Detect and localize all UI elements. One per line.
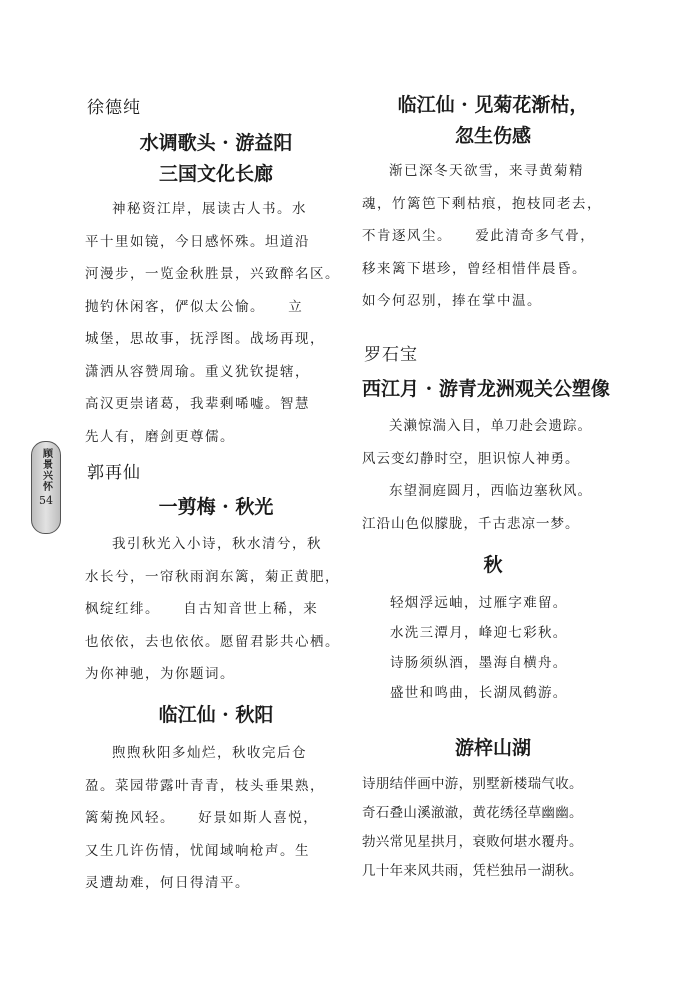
poem-line: 抛钓休闲客，俨似太公愉。 立 xyxy=(85,298,304,315)
page-number: 54 xyxy=(39,494,53,507)
poem-line: 篱菊挽风轻。 好景如斯人喜悦， xyxy=(85,810,319,826)
poem-body xyxy=(85,193,347,453)
side-tab xyxy=(31,441,61,534)
poem-line: 又生几许伤情，忧闻域响枪声。生 xyxy=(85,842,310,859)
poem-title: 游梓山湖 xyxy=(454,737,531,759)
poem-line: 江沿山色似朦胧，千古悲凉一梦。 xyxy=(362,515,580,532)
poem-line: 水长兮，一帘秋雨润东篱，菊正黄肥， xyxy=(85,568,340,585)
poem-line: 勃兴常见星拱月，衰败何堪水覆舟。 xyxy=(362,834,583,850)
poem-line: 也依依，去也依依。愿留君影共心栖。 xyxy=(85,633,340,650)
poem-title-line: 三国文化长廊 xyxy=(158,163,273,185)
poem-line: 移来篱下堪珍，曾经相惜伴晨昏。 xyxy=(362,260,587,277)
poem-title-line: 忽生伤感 xyxy=(454,125,531,147)
poem-line: 水洗三潭月，峰迎七彩秋。 xyxy=(390,625,568,641)
poem-title: 临江仙 · 秋阳 xyxy=(158,704,274,726)
poem-line: 盛世和鸣曲，长湖凤鹤游。 xyxy=(390,685,568,701)
poem-body xyxy=(362,770,624,886)
poem-body xyxy=(362,410,624,540)
poem-title: 一剪梅 · 秋光 xyxy=(158,496,274,518)
poem-line: 潇洒从容赞周瑜。重义犹钦提辖， xyxy=(85,363,310,380)
poem-line: 奇石叠山溪澈澈，黄花绣径草幽幽。 xyxy=(362,805,583,821)
poem-line: 东望洞庭圆月，西临边塞秋风。 xyxy=(389,483,592,499)
poem-line: 我引秋光入小诗，秋水清兮，秋 xyxy=(112,536,322,552)
poem-line: 河漫步，一览金秋胜景，兴致醉名区。 xyxy=(85,266,340,282)
poem-line: 不肯逐风尘。 爱此清奇多气骨， xyxy=(362,228,596,244)
poem-line: 枫绽红绯。 自古知音世上稀，来 xyxy=(85,601,319,617)
poem-title xyxy=(362,90,624,152)
poem-line: 轻烟浮远岫，过雁字难留。 xyxy=(390,595,568,611)
author-name: 郭再仙 xyxy=(87,463,141,483)
author-name: 罗石宝 xyxy=(364,345,418,365)
poem-line: 几十年来风共雨，凭栏独吊一湖秋。 xyxy=(362,863,583,879)
poem-title: 西江月 · 游青龙洲观关公塑像 xyxy=(362,378,610,400)
poem-body xyxy=(85,528,347,691)
side-tab-label: 顾景兴怀 xyxy=(40,448,52,492)
poem-line: 盈。菜园带露叶青青，枝头垂果熟， xyxy=(85,777,325,794)
poem-body xyxy=(390,588,568,708)
poem-title-line: 水调歌头 · 游益阳 xyxy=(139,132,293,154)
poem-line: 渐已深冬天欲雪，来寻黄菊精 xyxy=(389,163,584,179)
poem-line: 城堡，思故事，抚浮图。战场再现， xyxy=(85,331,325,347)
poem-line: 诗朋结伴画中游，别墅新楼瑞气收。 xyxy=(362,776,583,792)
poem-line: 为你神驰，为你题词。 xyxy=(85,666,235,682)
poem-line: 煦煦秋阳多灿烂，秋收完后仓 xyxy=(112,745,307,761)
poem-line: 先人有，磨剑更尊儒。 xyxy=(85,428,235,445)
poem-line: 关濑惊湍入目，单刀赴会遗踪。 xyxy=(389,418,592,434)
poem-line: 魂，竹篱笆下剩枯痕，抱枝同老去， xyxy=(362,195,602,212)
poem-line: 如今何忍别，捧在掌中温。 xyxy=(362,293,542,309)
poem-line: 平十里如镜，今日感怀殊。坦道沿 xyxy=(85,233,310,250)
poem-line: 神秘资江岸，展读古人书。水 xyxy=(112,201,307,217)
poem-line: 诗肠须纵酒，墨海自横舟。 xyxy=(390,655,568,671)
poem-line: 灵遭劫难，何日得清平。 xyxy=(85,875,250,891)
poem-title: 秋 xyxy=(483,554,503,576)
poem-body xyxy=(362,155,624,318)
poem-body xyxy=(85,737,347,900)
poem-title-line: 临江仙 · 见菊花渐枯， xyxy=(397,94,589,116)
poem-line: 风云变幻静时空，胆识惊人神勇。 xyxy=(362,450,580,467)
poem-title xyxy=(85,128,347,190)
author-name: 徐德纯 xyxy=(87,98,141,118)
poem-line: 高汉更崇诸葛，我辈剩唏嘘。智慧 xyxy=(85,396,310,412)
